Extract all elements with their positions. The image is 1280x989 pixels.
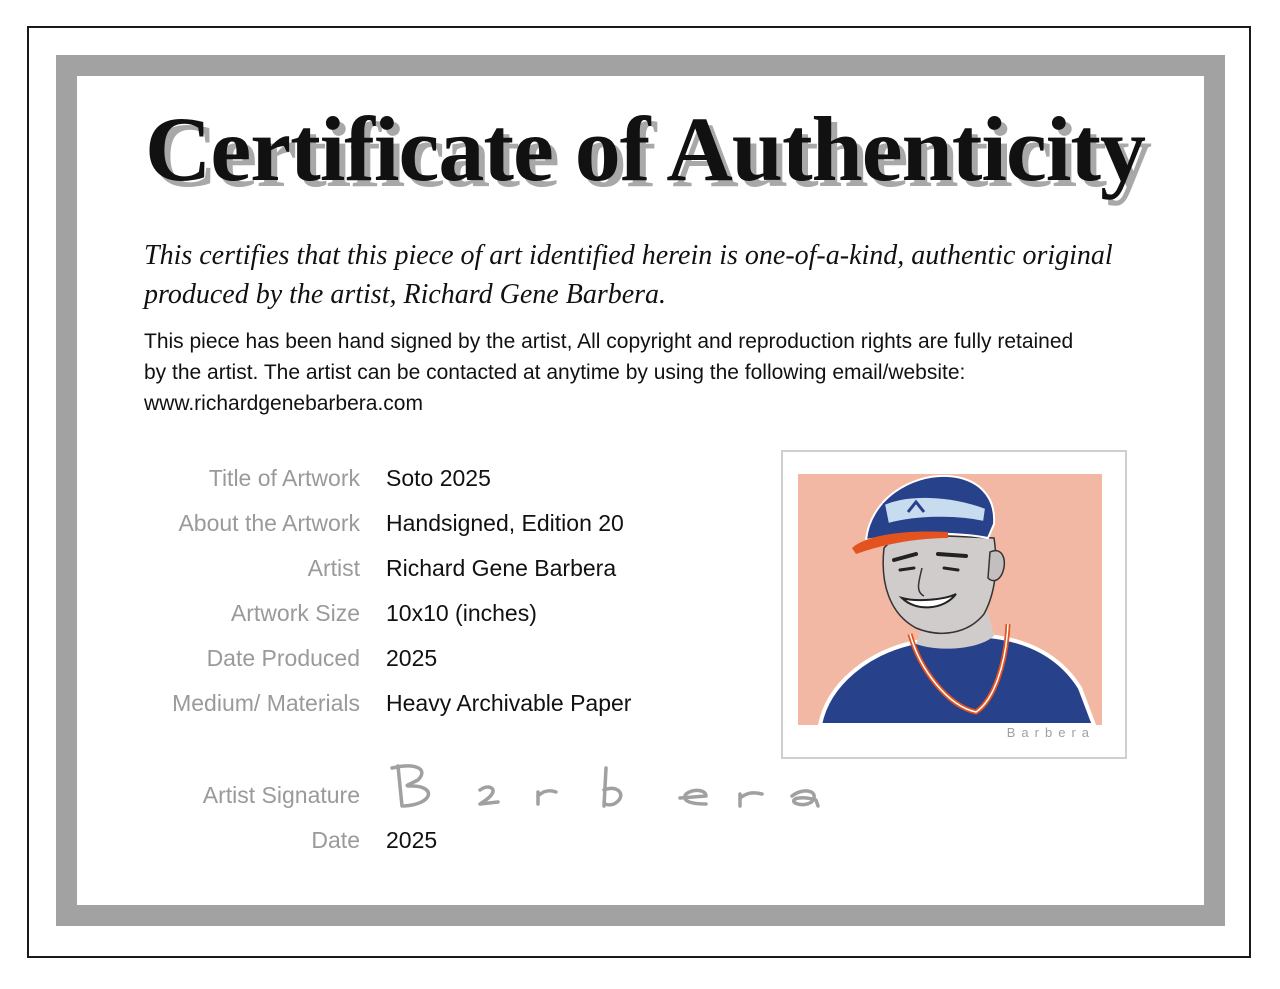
- detail-label-medium: Medium/ Materials: [172, 690, 360, 716]
- date-value: 2025: [386, 827, 438, 853]
- detail-value-title: Soto 2025: [386, 465, 491, 491]
- detail-label-about: About the Artwork: [178, 510, 360, 536]
- artwork-signature: Barbera: [1006, 725, 1095, 740]
- detail-value-size: 10x10 (inches): [386, 600, 537, 626]
- date-label: Date: [311, 827, 360, 853]
- detail-value-about: Handsigned, Edition 20: [386, 510, 624, 536]
- signature-label: Artist Signature: [202, 782, 360, 808]
- artwork-frame: [781, 450, 1127, 759]
- detail-value-artist: Richard Gene Barbera: [386, 555, 617, 581]
- copyright-statement: This piece has been hand signed by the artist, All copyright and reproduction rights are fully retained by the artist. The artist can be contacted at anytime by using the following email/website: www.richardgenebarbera.com: [144, 330, 1074, 415]
- artist-signature: [388, 760, 828, 816]
- artwork-portrait-image: [798, 474, 1102, 725]
- detail-label-title: Title of Artwork: [208, 465, 360, 491]
- detail-value-medium: Heavy Archivable Paper: [386, 690, 632, 716]
- detail-label-size: Artwork Size: [230, 600, 360, 626]
- certificate-title: Certificate of Authenticity: [144, 98, 1145, 200]
- detail-label-date-produced: Date Produced: [206, 645, 360, 671]
- certification-statement: This certifies that this piece of art identified herein is one-of-a-kind, authentic original produced by the artist, Richard Gene Barbera.: [144, 240, 1113, 310]
- detail-value-date-produced: 2025: [386, 645, 438, 671]
- detail-label-artist: Artist: [307, 555, 360, 581]
